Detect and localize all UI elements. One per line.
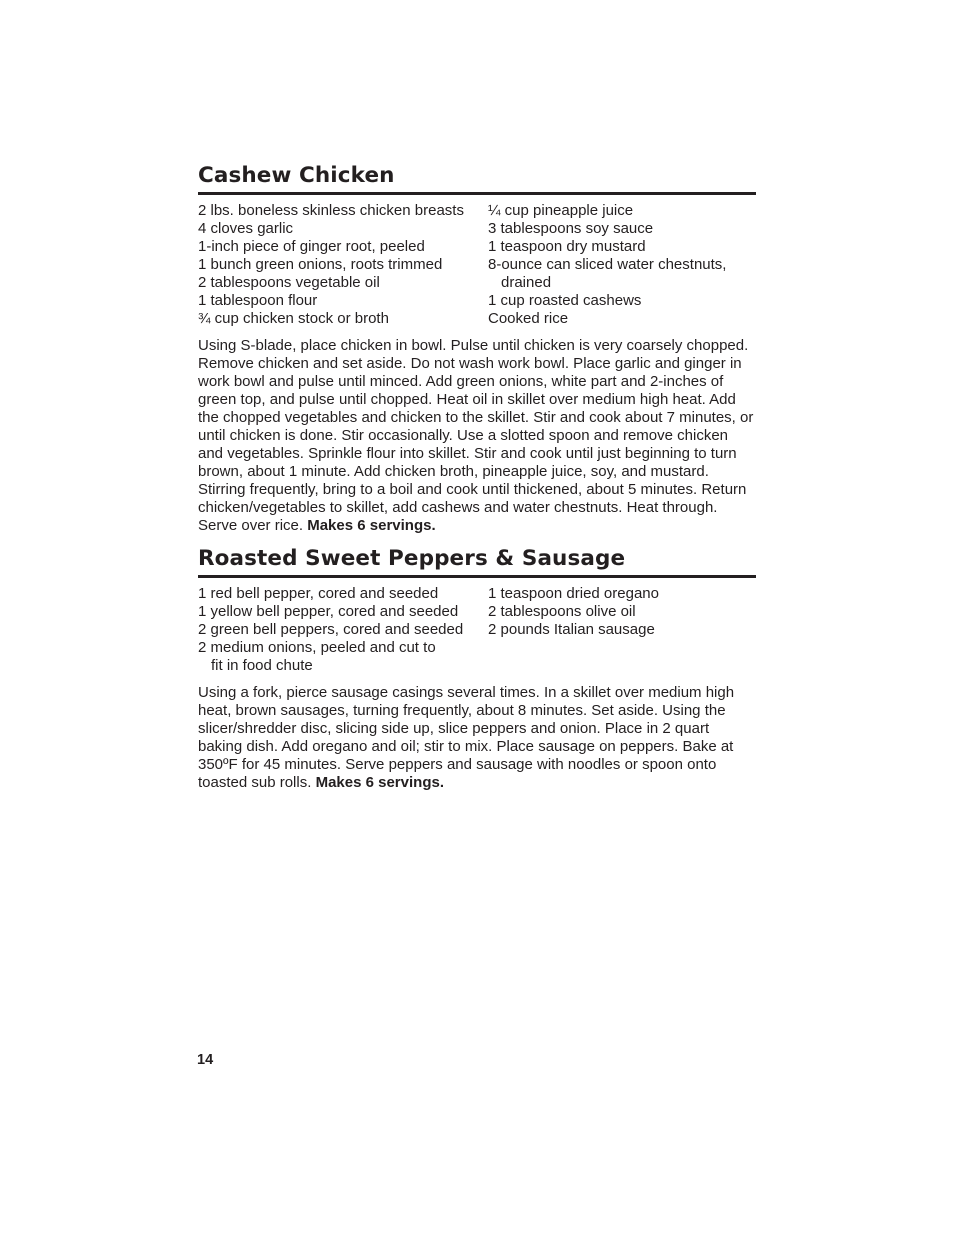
ingredient: 1 bunch green onions, roots trimmed xyxy=(198,256,443,273)
recipe-yield: Makes 6 servings. xyxy=(315,774,444,791)
recipe-roasted-sweet-peppers-sausage xyxy=(198,545,756,792)
page-content xyxy=(198,162,756,792)
ingredients-column-right xyxy=(488,202,756,328)
ingredient: 1 yellow bell pepper, cored and seeded xyxy=(198,603,459,620)
ingredients-column-right xyxy=(488,585,756,675)
ingredient: 4 cloves garlic xyxy=(198,220,294,237)
ingredient: 1 cup roasted cashews xyxy=(488,292,642,309)
ingredient: Cooked rice xyxy=(488,310,569,327)
method-text: Using a fork, pierce sausage casings several times. In a skillet over medium high heat, brown sausages, turning frequently, about 8 minutes. Set aside. Using the slicer/shredder disc, slicing side up, slice peppers and onion. Place in 2 quart baking dish. Add oregano and oil; stir to mix. Place sausage on peppers. Bake at 350ºF for 45 minutes. Serve peppers and sausage with noodles or spoon onto toasted sub rolls. xyxy=(198,684,735,791)
ingredients-list xyxy=(198,202,756,328)
ingredients-column-left xyxy=(198,585,488,675)
recipe-cashew-chicken xyxy=(198,162,756,535)
page-number: 14 xyxy=(197,1052,214,1068)
ingredient: 1 teaspoon dried oregano xyxy=(488,585,659,602)
ingredient: 2 green bell peppers, cored and seeded xyxy=(198,621,464,638)
recipe-yield: Makes 6 servings. xyxy=(307,517,436,534)
recipe-method xyxy=(198,337,756,535)
ingredient: 1 red bell pepper, cored and seeded xyxy=(198,585,439,602)
ingredient: ¾ cup chicken stock or broth xyxy=(198,310,389,327)
ingredient: 2 tablespoons vegetable oil xyxy=(198,274,380,291)
recipe-title: Cashew Chicken xyxy=(198,163,395,188)
ingredient: 3 tablespoons soy sauce xyxy=(488,220,654,237)
ingredient: 8-ounce can sliced water chestnuts, drained xyxy=(488,256,727,291)
ingredient: 2 lbs. boneless skinless chicken breasts xyxy=(198,202,464,219)
recipe-method xyxy=(198,684,756,792)
title-rule xyxy=(198,575,756,578)
ingredient: 2 medium onions, peeled and cut to fit in food chute xyxy=(198,639,436,674)
ingredient: 2 pounds Italian sausage xyxy=(488,621,655,638)
title-rule xyxy=(198,192,756,195)
ingredient: ¼ cup pineapple juice xyxy=(488,202,634,219)
ingredient: 1-inch piece of ginger root, peeled xyxy=(198,238,425,255)
ingredients-column-left xyxy=(198,202,488,328)
ingredients-list xyxy=(198,585,756,675)
recipe-title: Roasted Sweet Peppers & Sausage xyxy=(198,546,626,571)
ingredient: 2 tablespoons olive oil xyxy=(488,603,636,620)
ingredient: 1 teaspoon dry mustard xyxy=(488,238,646,255)
method-text: Using S-blade, place chicken in bowl. Pulse until chicken is very coarsely chopped. Remove chicken and set aside. Do not wash work bowl. Place garlic and ginger in work bowl and pulse until minced. Add green onions, white part and 2-inches of green top, and pulse until chopped. Heat oil in skillet over medium high heat. Add the chopped vegetables and chicken to the skillet. Stir and cook about 7 minutes, or until chicken is done. Stir occasionally. Use a slotted spoon and remove chicken and vegetables. Sprinkle flour into skillet. Stir and cook until just beginning to turn brown, about 1 minute. Add chicken broth, pineapple juice, soy, and mustard. Stirring frequently, bring to a boil and cook until thickened, about 5 minutes. Return chicken/vegetables to skillet, add cashews and water chestnuts. Heat through. Serve over rice. xyxy=(198,337,754,534)
ingredient: 1 tablespoon flour xyxy=(198,292,318,309)
